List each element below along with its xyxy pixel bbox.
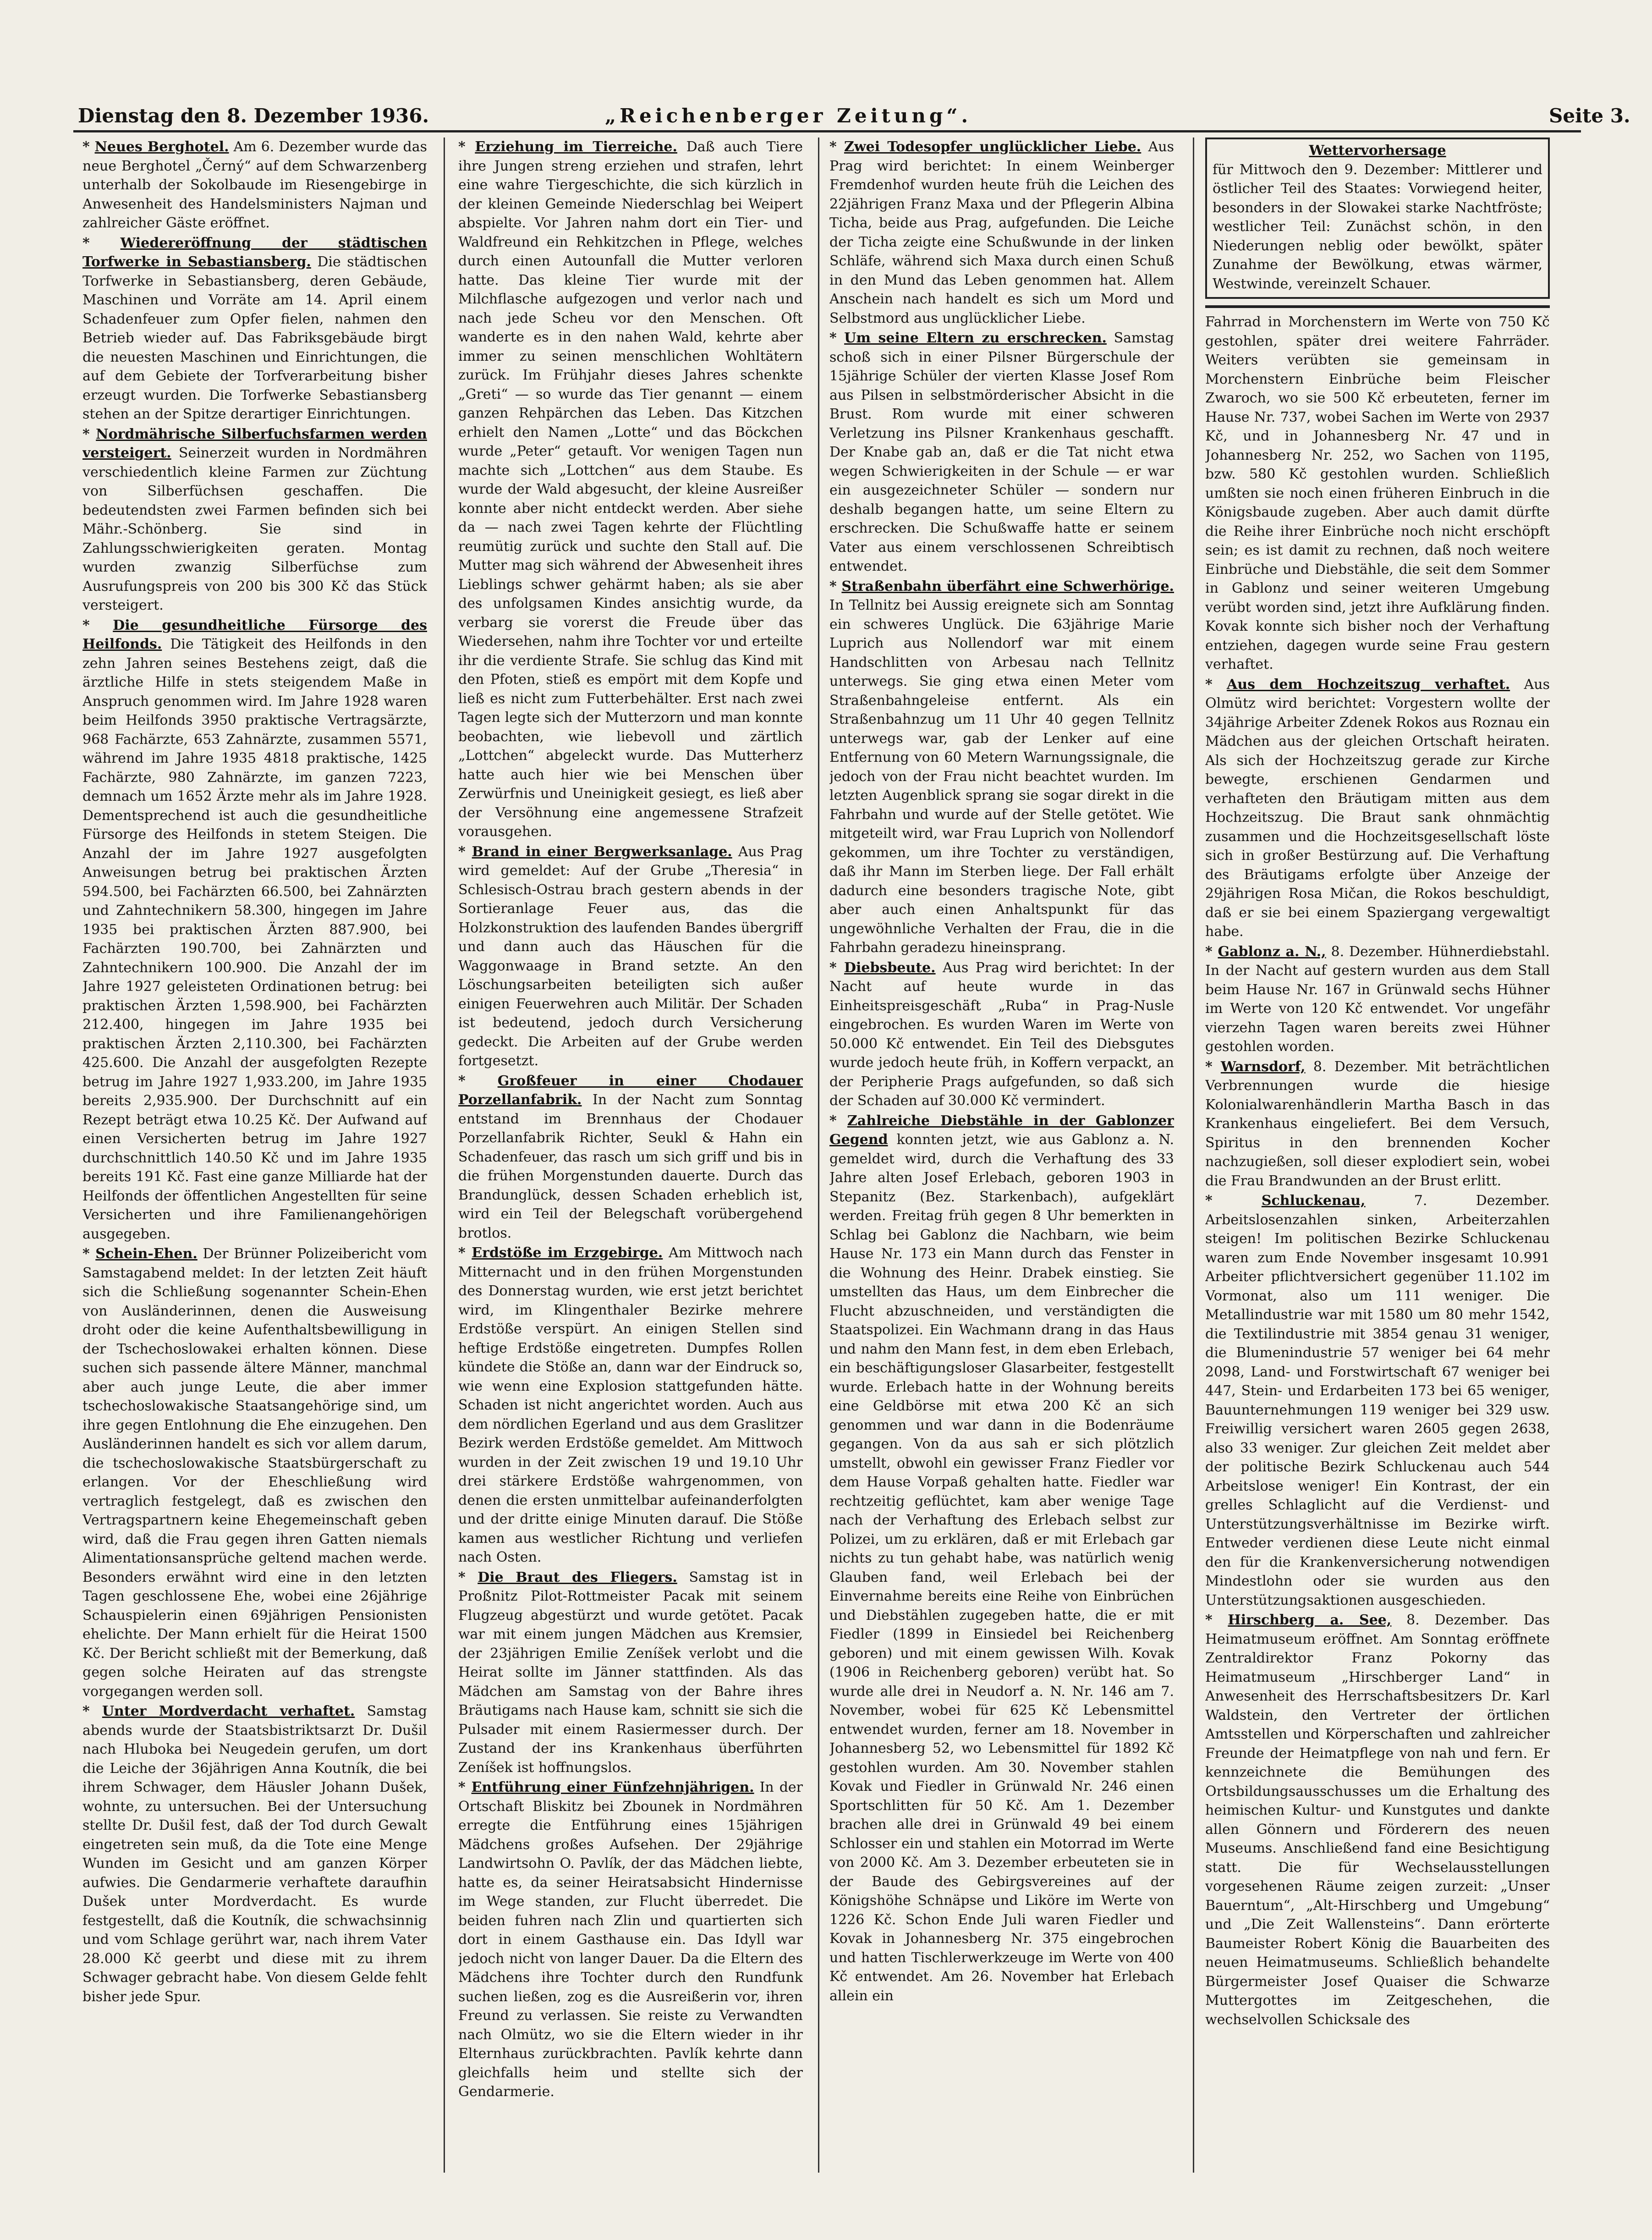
article-body: 8. Dezember. Das Heimatmuseum eröffnet. Am Sonntag eröffnete Zentraldirektor Franz Pokorny das Heimatmuseum „Hirschberger Land“ in Anwesenheit des Herrschaftsbesitzers Dr. Karl Waldstein, den Vertreter der örtlichen Amtsstellen und Körperschaften und zahlreicher Freunde der Heimatpflege von nah und fern. Er kennzeichnete die Bemühungen des Ortsbildungsausschusses um die Erhaltung des heimischen Kultur- und Kunstgutes und dankte allen Gönnern und Förderern des neuen Museums. Anschließend fand eine Besichtigung statt. Die für Wechselausstellungen vorgesehenen Räume zeigen zurzeit: „Unser Bauerntum“, „Alt-Hirschberg und Umgebung“ und „Die Zeit Wallensteins“. Dann erörterte Baumeister Robert König die Bauarbeiten des neuen Heimatmuseums. Schließlich behandelte Bürgermeister Josef Quaiser die Schwarze Muttergottes im Zeitgeschehen, die wechselvollen Schicksale des <box>1205 1612 1550 2028</box>
article: * Straßenbahn überfährt eine Schwerhörige. In Tellnitz bei Aussig ereignete sich am Sonntag ein schweres Unglück. Die 63jährige Marie Luprich aus Nollendorf war mit einem Handschlitten von Arbesau nach Tellnitz unterwegs. Sie ging etwa einen Meter vom Straßenbahngeleise entfernt. Als ein Straßenbahnzug um 11 Uhr 40 gegen Tellnitz unterwegs war, gab der Lenker auf eine Entfernung von 60 Metern Warnungssignale, die jedoch von der Frau nicht beachtet wurden. Im letzten Augenblick sprang sie sogar direkt in die Fahrbahn und wurde auf der Stelle getötet. Wie mitgeteilt wird, war Frau Luprich von Nollendorf gekommen, um ihre Tochter zu verständigen, daß ihr Mann im Sterben liege. Der Fall erhält dadurch eine besonders tragische Note, gibt aber auch einen Anhaltspunkt für das ungewöhnliche Verhalten der Frau, die in die Fahrbahn geradezu hineinsprang. <box>829 578 1174 956</box>
article-title: Großfeuer in einer Chodauer Porzellanfabrik. <box>458 1073 803 1108</box>
article-title: Schluckenau, <box>1261 1193 1366 1209</box>
article-title: Diebsbeute. <box>844 959 936 976</box>
header-rule <box>73 130 1581 132</box>
article-title: Erziehung im Tierreiche. <box>475 139 677 155</box>
article-body: Die städtischen Torfwerke in Sebastiansberg, deren Gebäude, Maschinen und Vorräte am 14. April einem Schadenfeuer zum Opfer fielen, nahmen den Betrieb wieder auf. Das Fabriksgebäude birgt die neuesten Maschinen und Einrichtungen, die auf dem Gebiete der Torfverarbeitung bisher erzeugt wurden. Die Torfwerke Sebastiansberg stehen an der Spitze derartiger Einrichtungen. <box>82 254 427 422</box>
article: * Entführung einer Fünfzehnjährigen. In der Ortschaft Bliskitz bei Zbounek in Nordmähren erregte die Entführung eines 15jährigen Mädchens großes Aufsehen. Der 29jährige Landwirtsohn O. Pavlík, der das Mädchen liebte, hatte es, da seiner Heiratsabsicht Hindernisse im Wege standen, zur Flucht überredet. Die beiden fuhren nach Zlin und quartierten sich dort in einem Gasthause ein. Das Idyll war jedoch nicht von langer Dauer. Da die Eltern des Mädchens ihre Tochter durch den Rundfunk suchen ließen, zog es die Ausreißerin vor, ihren Freund zu verlassen. Sie reiste zu Verwandten nach Olmütz, wo sie die Eltern wieder in ihr Elternhaus zurückbrachten. Pavlík kehrte dann gleichfalls heim und stellte sich der Gendarmerie. <box>458 1779 803 2100</box>
article: * Aus dem Hochzeitszug verhaftet. Aus Olmütz wird berichtet: Vorgestern wollte der 34jährige Arbeiter Zdenek Rokos aus Roznau ein Mädchen aus der gleichen Ortschaft heiraten. Als sich der Hochzeitszug gerade zur Kirche bewegte, erschienen Gendarmen und verhafteten den Bräutigam mitten aus dem Hochzeitszug. Die Braut sank ohnmächtig zusammen und die Hochzeitsgesellschaft löste sich in großer Bestürzung auf. Die Verhaftung des Bräutigams erfolgte über Anzeige der 29jährigen Rosa Mičan, die Rokos beschuldigt, daß er sie bei einem Spaziergang vergewaltigt habe. <box>1205 676 1550 940</box>
section-rule <box>1205 305 1550 308</box>
weather-body: für Mittwoch den 9. Dezember: Mittlerer und östlicher Teil des Staates: Vorwiegend heiter, besonders in der Slowakei starke Nachtfröste; westlicher Teil: Zunächst schön, in den Niederungen neblig oder bewölkt, später Zunahme der Bewölkung, etwas wärmer, Westwinde, vereinzelt Schauer. <box>1213 161 1542 292</box>
header-page-number: Seite 3. <box>1549 105 1630 127</box>
article-title: Warnsdorf, <box>1220 1058 1306 1075</box>
header-masthead: „Reichenberger Zeitung“. <box>605 105 972 127</box>
article-body: In der Ortschaft Bliskitz bei Zbounek in Nordmähren erregte die Entführung eines 15jährigen Mädchens großes Aufsehen. Der 29jährige Landwirtsohn O. Pavlík, der das Mädchen liebte, hatte es, da seiner Heiratsabsicht Hindernisse im Wege standen, zur Flucht überredet. Die beiden fuhren nach Zlin und quartierten sich dort in einem Gasthause ein. Das Idyll war jedoch nicht von langer Dauer. Da die Eltern des Mädchens ihre Tochter durch den Rundfunk suchen ließen, zog es die Ausreißerin vor, ihren Freund zu verlassen. Sie reiste zu Verwandten nach Olmütz, wo sie die Eltern wieder in ihr Elternhaus zurückbrachten. Pavlík kehrte dann gleichfalls heim und stellte sich der Gendarmerie. <box>458 1779 803 2100</box>
article: * Die Braut des Fliegers. Samstag ist in Proßnitz Pilot-Rottmeister Pacak mit seinem Flugzeug abgestürzt und wurde getötet. Pacak war mit einem jungen Mädchen aus Kremsier, der 23jährigen Emilie Zeníšek verlobt und die Heirat sollte im Jänner stattfinden. Als das Mädchen am Samstag von der Bahre ihres Bräutigams nach Hause kam, schnitt sie sich die Pulsader mit einem Rasiermesser durch. Der Zustand der ins Krankenhaus überführten Zeníšek ist hoffnungslos. <box>458 1569 803 1776</box>
article-title: Erdstöße im Erzgebirge. <box>472 1245 663 1261</box>
column-divider <box>1193 138 1194 2173</box>
article-title: Brand in einer Bergwerksanlage. <box>472 843 732 860</box>
article-body: Samstag schoß sich in einer Pilsner Bürgerschule der 15jährige Schüler der vierten Klasse Josef Rom aus Pilsen in selbstmörderischer Absicht in die Brust. Rom wurde mit einer schweren Verletzung ins Pilsner Krankenhaus geschafft. Der Knabe gab an, daß er die Tat nicht etwa wegen Schwierigkeiten in der Schule — er war ein ausgezeichneter Schüler — sondern nur deshalb begangen hatte, um seine Eltern zu erschrecken. Die Schußwaffe hatte er seinem Vater aus einem verschlossenen Schreibtisch entwendet. <box>829 330 1174 574</box>
article: * Erziehung im Tierreiche. Daß auch Tiere ihre Jungen streng erziehen und strafen, lehrt eine wahre Tiergeschichte, die sich kürzlich in der kleinen Gemeinde Niederschlag bei Weipert abspielte. Vor Jahren nahm dort ein Tier- und Waldfreund ein Rehkitzchen in Pflege, welches durch einen Autounfall die Mutter verloren hatte. Das kleine Tier wurde mit der Milchflasche aufgezogen und verlor nach und nach jede Scheu vor den Menschen. Oft wanderte es in den nahen Wald, kehrte aber immer zu seinen menschlichen Wohltätern zurück. Im Frühjahr dieses Jahres schenkte „Greti“ — so wurde das Tier genannt — einem ganzen Rehpärchen das Leben. Das Kitzchen erhielt den Namen „Lotte“ und das Böckchen wurde „Peter“ getauft. Vor wenigen Tagen nun machte sich „Lottchen“ aus dem Staube. Es wurde der Wald abgesucht, der kleine Ausreißer konnte aber nicht entdeckt werden. Aber siehe da — nach zwei Tagen kehrte der Flüchtling reumütig zurück und suchte den Stall auf. Die Mutter mag sich während der Abwesenheit ihres Lieblings schwer gehärmt haben; als sie aber des unfolgsamen Kindes ansichtig wurde, da verbarg sie vorerst die Freude über das Wiedersehen, nahm ihre Tochter vor und erteilte ihr die verdiente Strafe. Sie schlug das Kind mit den Pfoten, stieß es empört mit dem Kopfe und ließ es nicht zum Futterbehälter. Erst nach zwei Tagen legte sich der Mutterzorn und man konnte beobachten, wie liebevoll und zärtlich „Lottchen“ abgeleckt wurde. Das Mutterherz hatte auch hier wie bei Menschen über Zerwürfnis und Uneinigkeit gesiegt, es ließ aber der Versöhnung eine angemessene Strafzeit vorausgehen. <box>458 139 803 840</box>
article-body: Aus Olmütz wird berichtet: Vorgestern wollte der 34jährige Arbeiter Zdenek Rokos aus Roznau ein Mädchen aus der gleichen Ortschaft heiraten. Als sich der Hochzeitszug gerade zur Kirche bewegte, erschienen Gendarmen und verhafteten den Bräutigam mitten aus dem Hochzeitszug. Die Braut sank ohnmächtig zusammen und die Hochzeitsgesellschaft löste sich in großer Bestürzung auf. Die Verhaftung des Bräutigams erfolgte über Anzeige der 29jährigen Rosa Mičan, die Rokos beschuldigt, daß er sie bei einem Spaziergang vergewaltigt habe. <box>1205 676 1550 940</box>
article: * Erdstöße im Erzgebirge. Am Mittwoch nach Mitternacht und in den frühen Morgenstunden des Donnerstag wurden, wie erst jetzt berichtet wird, im Klingenthaler Bezirke mehrere Erdstöße verspürt. An einigen Stellen sind heftige Erdstöße eingetreten. Dumpfes Rollen kündete die Stöße an, dann war der Eindruck so, wie wenn eine Explosion stattgefunden hätte. Schaden ist nicht angerichtet worden. Auch aus dem nördlichen Egerland und aus dem Graslitzer Bezirk werden Erdstöße gemeldet. Am Mittwoch wurden in der Zeit zwischen 19 und 19.10 Uhr drei stärkere Erdstöße wahrgenommen, von denen die ersten unmittelbar aufeinanderfolgten und der dritte einige Minuten darauf. Die Stöße kamen aus westlicher Richtung und verliefen nach Osten. <box>458 1245 803 1565</box>
article: * Unter Mordverdacht verhaftet. Samstag abends wurde der Staatsbistriktsarzt Dr. Dušil nach Hluboka bei Neugedein gerufen, um dort die Leiche der 36jährigen Anna Koutník, die bei ihrem Schwager, dem Häusler Johann Dušek, wohnte, zu untersuchen. Bei der Untersuchung stellte Dr. Dušil fest, daß der Tod durch Gewalt eingetreten sein muß, da die Tote eine Menge Wunden im Gesicht und am ganzen Körper aufwies. Die Gendarmerie verhaftete daraufhin Dušek unter Mordverdacht. Es wurde festgestellt, daß die Koutník, die schwachsinnig und vom Schlage gerührt war, nach ihrem Vater 28.000 Kč geerbt und diese mit zu ihrem Schwager gebracht habe. Von diesem Gelde fehlt bisher jede Spur. <box>82 1703 427 2005</box>
article-title: Nordmährische Silberfuchsfarmen werden versteigert. <box>82 426 427 461</box>
article-title: Straßenbahn überfährt eine Schwerhörige. <box>841 578 1174 594</box>
article: * Neues Berghotel. Am 6. Dezember wurde das neue Berghotel „Černý“ auf dem Schwarzenberg unterhalb der Sokolbaude im Riesengebirge in Anwesenheit des Handelsministers Najman und zahlreicher Gäste eröffnet. <box>82 139 427 231</box>
article-body: konnten jetzt, wie aus Gablonz a. N. gemeldet wird, durch die Verhaftung des 33 Jahre alten Josef Erlebach, geboren 1903 in Stepanitz (Bez. Starkenbach), aufgeklärt werden. Freitag früh gegen 8 Uhr bemerkten in Schlag bei Gablonz die Nachbarn, wie beim Hause Nr. 173 ein Mann durch das Fenster in die Wohnung des Heinr. Drabek einstieg. Sie umstellten das Haus, um dem Einbrecher die Flucht abzuschneiden, und verständigten die Staatspolizei. Ein Wachmann drang in das Haus und nahm den Mann fest, in dem eben Erlebach, ein beschäftigungsloser Glasarbeiter, festgestellt wurde. Erlebach hatte in der Wohnung bereits eine Geldbörse mit etwa 200 Kč an sich genommen und war dann in die Bodenräume gegangen. Von da aus sah er sich plötzlich umstellt, obwohl ein gewisser Franz Fiedler vor dem Hause Vorpaß gehalten hatte. Fiedler war rechtzeitig geflüchtet, kam aber wenige Tage nach der Verhaftung des Erlebach selbst zur Polizei, um zu erklären, daß er mit Erlebach gar nichts zu tun gehabt habe, was natürlich wenig Glauben fand, weil Erlebach bei der Einvernahme bereits eine Reihe von Einbrüchen und Diebstählen zugegeben hatte, die er mit Fiedler (1899 in Einsiedel bei Reichenberg geboren) und mit einem gewissen Wilh. Kovak (1906 in Reichenberg geboren) verübt hat. So wurde alle drei in Neudorf a. N. Nr. 146 am 7. November, wobei für 625 Kč Lebensmittel entwendet wurden, ferner am 18. November in Johannesberg 52, wo Lebensmittel für 1892 Kč gestohlen wurden. Am 30. November stahlen Kovak und Fiedler in Grünwald Nr. 246 einen Sportschlitten für 50 Kč. Am 1. Dezember brachen alle drei in Grünwald 49 bei einem Schlosser ein und stahlen ein Motorrad im Werte von 2000 Kč. Am 3. Dezember erbeuteten sie in der Baude des Gebirgsvereines auf der Königshöhe Schnäpse und Liköre im Werte von 1226 Kč. Schon Ende Juli waren Fiedler und Kovak in Johannesberg Nr. 375 eingebrochen und hatten Tischlerwerkzeuge im Werte von 400 Kč entwendet. Am 26. November hat Erlebach allein ein <box>829 1132 1174 2004</box>
article: * Großfeuer in einer Chodauer Porzellanfabrik. In der Nacht zum Sonntag entstand im Brennhaus der Chodauer Porzellanfabrik Richter, Seukl & Hahn ein Schadenfeuer, das rasch um sich griff und bis in die frühen Morgenstunden dauerte. Durch das Brandunglück, dessen Schaden erheblich ist, wird ein Teil der Belegschaft vorübergehend brotlos. <box>458 1073 803 1241</box>
article-title: Aus dem Hochzeitszug verhaftet. <box>1227 676 1510 693</box>
article-title: Entführung einer Fünfzehnjährigen. <box>471 1779 754 1795</box>
article-body: Samstag ist in Proßnitz Pilot-Rottmeister Pacak mit seinem Flugzeug abgestürzt und wurde getötet. Pacak war mit einem jungen Mädchen aus Kremsier, der 23jährigen Emilie Zeníšek verlobt und die Heirat sollte im Jänner stattfinden. Als das Mädchen am Samstag von der Bahre ihres Bräutigams nach Hause kam, schnitt sie sich die Pulsader mit einem Rasiermesser durch. Der Zustand der ins Krankenhaus überführten Zeníšek ist hoffnungslos. <box>458 1569 803 1776</box>
column-3 <box>829 138 1174 2191</box>
article: * Diebsbeute. Aus Prag wird berichtet: In der Nacht auf heute wurde in das Einheitspreisgeschäft „Ruba“ in Prag-Nusle eingebrochen. Es wurden Waren im Werte von 50.000 Kč entwendet. Ein Teil des Diebsgutes wurde jedoch heute früh, in Koffern verpackt, an der Peripherie Prags aufgefunden, so daß sich der Schaden auf 30.000 Kč vermindert. <box>829 959 1174 1109</box>
article-body: Aus Prag wird berichtet: In der Nacht auf heute wurde in das Einheitspreisgeschäft „Ruba“ in Prag-Nusle eingebrochen. Es wurden Waren im Werte von 50.000 Kč entwendet. Ein Teil des Diebsgutes wurde jedoch heute früh, in Koffern verpackt, an der Peripherie Prags aufgefunden, so daß sich der Schaden auf 30.000 Kč vermindert. <box>829 959 1174 1109</box>
article: * Warnsdorf, 8. Dezember. Mit beträchtlichen Verbrennungen wurde die hiesige Kolonialwarenhändlerin Martha Basch in das Krankenhaus eingeliefert. Bei dem Versuch, Spiritus in den brennenden Kocher nachzugießen, soll dieser explodiert sein, wobei die Frau Brandwunden an der Brust erlitt. <box>1205 1058 1550 1189</box>
article-title: Um seine Eltern zu erschrecken. <box>844 330 1107 346</box>
column-divider <box>818 138 819 2173</box>
article-body: Aus Prag wird berichtet: In einem Weinberger Fremdenhof wurden heute früh die Leichen des 22jährigen Franz Maxa und der Pflegerin Albina Ticha, beide aus Prag, aufgefunden. Die Leiche der Ticha zeigte eine Schußwunde in der linken Schläfe, während sich Maxa durch einen Schuß in den Mund das Leben genommen hat. Allem Anschein nach handelt es sich um Mord und Selbstmord aus unglücklicher Liebe. <box>829 139 1174 326</box>
article: * Wiedereröffnung der städtischen Torfwerke in Sebastiansberg. Die städtischen Torfwerke in Sebastiansberg, deren Gebäude, Maschinen und Vorräte am 14. April einem Schadenfeuer zum Opfer fielen, nahmen den Betrieb wieder auf. Das Fabriksgebäude birgt die neuesten Maschinen und Einrichtungen, die auf dem Gebiete der Torfverarbeitung bisher erzeugt wurden. Die Torfwerke Sebastiansberg stehen an der Spitze derartiger Einrichtungen. <box>82 235 427 422</box>
article-body: Am 6. Dezember wurde das neue Berghotel „Černý“ auf dem Schwarzenberg unterhalb der Sokolbaude im Riesengebirge in Anwesenheit des Handelsministers Najman und zahlreicher Gäste eröffnet. <box>82 139 427 231</box>
article-body: Die Tätigkeit des Heilfonds in den zehn Jahren seines Bestehens zeigt, daß die ärztliche Hilfe in stets steigendem Maße in Anspruch genommen wird. Im Jahre 1928 waren beim Heilfonds 3950 praktische Vertragsärzte, 968 Fachärzte, 653 Zahnärzte, zusammen 5571, während im Jahre 1935 4818 praktische, 1425 Fachärzte, 980 Zahnärzte, im ganzen 7223, demnach um 1652 Ärzte mehr als im Jahre 1928. Dementsprechend ist auch die gesundheitliche Fürsorge des Heilfonds in stetem Steigen. Die Anzahl der im Jahre 1927 ausgefolgten Anweisungen betrug bei praktischen Ärzten 594.500, bei Fachärzten 66.500, bei Zahnärzten und Zahntechnikern 58.300, hingegen im Jahre 1935 bei praktischen Ärzten 887.900, bei Fachärzten 190.700, bei Zahnärzten und Zahntechnikern 100.900. Die Anzahl der im Jahre 1927 geleisteten Ordinationen betrug: bei praktischen Ärzten 1,598.900, bei Fachärzten 212.400, hingegen im Jahre 1935 bei praktischen Ärzten 2,110.300, bei Fachärzten 425.600. Die Anzahl der ausgefolgten Rezepte betrug im Jahre 1927 1,933.200, im Jahre 1935 bereits 2,935.900. Der Durchschnitt auf ein Rezept beträgt etwa 10.25 Kč. Der Aufwand auf einen Versicherten betrug im Jahre 1927 durchschnittlich 140.50 Kč und im Jahre 1935 bereits 191 Kč. Fast eine ganze Milliarde hat der Heilfonds der öffentlichen Angestellten für seine Versicherten und ihre Familienangehörigen ausgegeben. <box>82 636 427 1242</box>
article-title: Schein-Ehen. <box>95 1246 198 1262</box>
article-title: Zahlreiche Diebstähle in der Gablonzer Gegend <box>829 1112 1174 1148</box>
article-body: Am Mittwoch nach Mitternacht und in den frühen Morgenstunden des Donnerstag wurden, wie erst jetzt berichtet wird, im Klingenthaler Bezirke mehrere Erdstöße verspürt. An einigen Stellen sind heftige Erdstöße eingetreten. Dumpfes Rollen kündete die Stöße an, dann war der Eindruck so, wie wenn eine Explosion stattgefunden hätte. Schaden ist nicht angerichtet worden. Auch aus dem nördlichen Egerland und aus dem Graslitzer Bezirk werden Erdstöße gemeldet. Am Mittwoch wurden in der Zeit zwischen 19 und 19.10 Uhr drei stärkere Erdstöße wahrgenommen, von denen die ersten unmittelbar aufeinanderfolgten und der dritte einige Minuten darauf. Die Stöße kamen aus westlicher Richtung und verliefen nach Osten. <box>458 1245 803 1565</box>
article-body: In der Nacht zum Sonntag entstand im Brennhaus der Chodauer Porzellanfabrik Richter, Seukl & Hahn ein Schadenfeuer, das rasch um sich griff und bis in die frühen Morgenstunden dauerte. Durch das Brandunglück, dessen Schaden erheblich ist, wird ein Teil der Belegschaft vorübergehend brotlos. <box>458 1092 803 1241</box>
article: * Gablonz a. N., 8. Dezember. Hühnerdiebstahl. In der Nacht auf gestern wurden aus dem Stall beim Hause Nr. 167 in Grünwald sechs Hühner im Werte von 120 Kč entwendet. Vor ungefähr vierzehn Tagen waren bereits zwei Hühner gestohlen worden. <box>1205 943 1550 1055</box>
article: * Schein-Ehen. Der Brünner Polizeibericht vom Samstagabend meldet: In der letzten Zeit häuft sich die Schließung sogenannter Schein-Ehen von Ausländerinnen, denen die Ausweisung droht oder die keine Aufenthaltsbewilligung in der Tschechoslowakei erhalten können. Diese suchen sich passende ältere Männer, manchmal aber auch junge Leute, die aber immer tschechoslowakische Staatsangehörige sind, um ihre gegen Entlohnung die Ehe einzugehen. Den Ausländerinnen handelt es sich vor allem darum, die tschechoslowakische Staatsbürgerschaft zu erlangen. Vor der Eheschließung wird vertraglich festgelegt, daß es zwischen den Vertragspartnern keine Ehegemeinschaft geben wird, daß die Frau gegen ihren Gatten niemals Alimentationsansprüche geltend machen werde. Besonders erwähnt wird eine in den letzten Tagen geschlossene Ehe, wobei eine 26jährige Schauspielerin einen 69jährigen Pensionisten ehelichte. Der Mann erhielt für die Heirat 1500 Kč. Der Bericht schließt mit der Bemerkung, daß gegen solche Heiraten auf das strengste vorgegangen werden soll. <box>82 1246 427 1700</box>
article: * Zwei Todesopfer unglücklicher Liebe. Aus Prag wird berichtet: In einem Weinberger Fremdenhof wurden heute früh die Leichen des 22jährigen Franz Maxa und der Pflegerin Albina Ticha, beide aus Prag, aufgefunden. Die Leiche der Ticha zeigte eine Schußwunde in der linken Schläfe, während sich Maxa durch einen Schuß in den Mund das Leben genommen hat. Allem Anschein nach handelt es sich um Mord und Selbstmord aus unglücklicher Liebe. <box>829 139 1174 326</box>
article: * Zahlreiche Diebstähle in der Gablonzer Gegend konnten jetzt, wie aus Gablonz a. N. gemeldet wird, durch die Verhaftung des 33 Jahre alten Josef Erlebach, geboren 1903 in Stepanitz (Bez. Starkenbach), aufgeklärt werden. Freitag früh gegen 8 Uhr bemerkten in Schlag bei Gablonz die Nachbarn, wie beim Hause Nr. 173 ein Mann durch das Fenster in die Wohnung des Heinr. Drabek einstieg. Sie umstellten das Haus, um dem Einbrecher die Flucht abzuschneiden, und verständigten die Staatspolizei. Ein Wachmann drang in das Haus und nahm den Mann fest, in dem eben Erlebach, ein beschäftigungsloser Glasarbeiter, festgestellt wurde. Erlebach hatte in der Wohnung bereits eine Geldbörse mit etwa 200 Kč an sich genommen und war dann in die Bodenräume gegangen. Von da aus sah er sich plötzlich umstellt, obwohl ein gewisser Franz Fiedler vor dem Hause Vorpaß gehalten hatte. Fiedler war rechtzeitig geflüchtet, kam aber wenige Tage nach der Verhaftung des Erlebach selbst zur Polizei, um zu erklären, daß er mit Erlebach gar nichts zu tun gehabt habe, was natürlich wenig Glauben fand, weil Erlebach bei der Einvernahme bereits eine Reihe von Einbrüchen und Diebstählen zugegeben hatte, die er mit Fiedler (1899 in Einsiedel bei Reichenberg geboren) und mit einem gewissen Wilh. Kovak (1906 in Reichenberg geboren) verübt hat. So wurde alle drei in Neudorf a. N. Nr. 146 am 7. November, wobei für 625 Kč Lebensmittel entwendet wurden, ferner am 18. November in Johannesberg 52, wo Lebensmittel für 1892 Kč gestohlen wurden. Am 30. November stahlen Kovak und Fiedler in Grünwald Nr. 246 einen Sportschlitten für 50 Kč. Am 1. Dezember brachen alle drei in Grünwald 49 bei einem Schlosser ein und stahlen ein Motorrad im Werte von 2000 Kč. Am 3. Dezember erbeuteten sie in der Baude des Gebirgsvereines auf der Königshöhe Schnäpse und Liköre im Werte von 1226 Kč. Schon Ende Juli waren Fiedler und Kovak in Johannesberg Nr. 375 eingebrochen und hatten Tischlerwerkzeuge im Werte von 400 Kč entwendet. Am 26. November hat Erlebach allein ein <box>829 1112 1174 2004</box>
article-title: Die Braut des Fliegers. <box>477 1569 677 1585</box>
article-title: Unter Mordverdacht verhaftet. <box>102 1703 355 1719</box>
article: * Die gesundheitliche Fürsorge des Heilfonds. Die Tätigkeit des Heilfonds in den zehn Jahren seines Bestehens zeigt, daß die ärztliche Hilfe in stets steigendem Maße in Anspruch genommen wird. Im Jahre 1928 waren beim Heilfonds 3950 praktische Vertragsärzte, 968 Fachärzte, 653 Zahnärzte, zusammen 5571, während im Jahre 1935 4818 praktische, 1425 Fachärzte, 980 Zahnärzte, im ganzen 7223, demnach um 1652 Ärzte mehr als im Jahre 1928. Dementsprechend ist auch die gesundheitliche Fürsorge des Heilfonds in stetem Steigen. Die Anzahl der im Jahre 1927 ausgefolgten Anweisungen betrug bei praktischen Ärzten 594.500, bei Fachärzten 66.500, bei Zahnärzten und Zahntechnikern 58.300, hingegen im Jahre 1935 bei praktischen Ärzten 887.900, bei Fachärzten 190.700, bei Zahnärzten und Zahntechnikern 100.900. Die Anzahl der im Jahre 1927 geleisteten Ordinationen betrug: bei praktischen Ärzten 1,598.900, bei Fachärzten 212.400, hingegen im Jahre 1935 bei praktischen Ärzten 2,110.300, bei Fachärzten 425.600. Die Anzahl der ausgefolgten Rezepte betrug im Jahre 1927 1,933.200, im Jahre 1935 bereits 2,935.900. Der Durchschnitt auf ein Rezept beträgt etwa 10.25 Kč. Der Aufwand auf einen Versicherten betrug im Jahre 1927 durchschnittlich 140.50 Kč und im Jahre 1935 bereits 191 Kč. Fast eine ganze Milliarde hat der Heilfonds der öffentlichen Angestellten für seine Versicherten und ihre Familienangehörigen ausgegeben. <box>82 617 427 1242</box>
article-title: Die gesundheitliche Fürsorge des Heilfonds. <box>82 617 427 652</box>
article-body: Aus Prag wird gemeldet: Auf der Grube „Theresia“ in Schlesisch-Ostrau brach gestern abends in der Sortieranlage Feuer aus, das die Holzkonstruktion des laufenden Bandes übergriff und dann auch das Häuschen für die Waggonwaage in Brand setzte. An den Löschungsarbeiten beteiligten sich außer einigen Feuerwehren auch Militär. Der Schaden ist bedeutend, jedoch durch Versicherung gedeckt. Die Arbeiten auf der Grube werden fortgesetzt. <box>458 843 803 1069</box>
article-continuation <box>1205 313 1550 674</box>
article-title: Gablonz a. N., <box>1218 943 1326 960</box>
article: * Hirschberg a. See, 8. Dezember. Das Heimatmuseum eröffnet. Am Sonntag eröffnete Zentraldirektor Franz Pokorny das Heimatmuseum „Hirschberger Land“ in Anwesenheit des Herrschaftsbesitzers Dr. Karl Waldstein, den Vertreter der örtlichen Amtsstellen und Körperschaften und zahlreicher Freunde der Heimatpflege von nah und fern. Er kennzeichnete die Bemühungen des Ortsbildungsausschusses um die Erhaltung des heimischen Kultur- und Kunstgutes und dankte allen Gönnern und Förderern des neuen Museums. Anschließend fand eine Besichtigung statt. Die für Wechselausstellungen vorgesehenen Räume zeigen zurzeit: „Unser Bauerntum“, „Alt-Hirschberg und Umgebung“ und „Die Zeit Wallensteins“. Dann erörterte Baumeister Robert König die Bauarbeiten des neuen Heimatmuseums. Schließlich behandelte Bürgermeister Josef Quaiser die Schwarze Muttergottes im Zeitgeschehen, die wechselvollen Schicksale des <box>1205 1612 1550 2028</box>
article-body: 8. Dezember. Mit beträchtlichen Verbrennungen wurde die hiesige Kolonialwarenhändlerin Martha Basch in das Krankenhaus eingeliefert. Bei dem Versuch, Spiritus in den brennenden Kocher nachzugießen, soll dieser explodiert sein, wobei die Frau Brandwunden an der Brust erlitt. <box>1205 1058 1550 1189</box>
column-2 <box>458 138 803 2191</box>
article: * Brand in einer Bergwerksanlage. Aus Prag wird gemeldet: Auf der Grube „Theresia“ in Schlesisch-Ostrau brach gestern abends in der Sortieranlage Feuer aus, das die Holzkonstruktion des laufenden Bandes übergriff und dann auch das Häuschen für die Waggonwaage in Brand setzte. An den Löschungsarbeiten beteiligten sich außer einigen Feuerwehren auch Militär. Der Schaden ist bedeutend, jedoch durch Versicherung gedeckt. Die Arbeiten auf der Grube werden fortgesetzt. <box>458 843 803 1069</box>
article-body: 8. Dezember. Hühnerdiebstahl. In der Nacht auf gestern wurden aus dem Stall beim Hause Nr. 167 in Grünwald sechs Hühner im Werte von 120 Kč entwendet. Vor ungefähr vierzehn Tagen waren bereits zwei Hühner gestohlen worden. <box>1205 943 1550 1055</box>
header-date: Dienstag den 8. Dezember 1936. <box>78 105 429 127</box>
article-title: Zwei Todesopfer unglücklicher Liebe. <box>844 139 1142 155</box>
article: * Schluckenau, 7. Dezember. Arbeitslosenzahlen sinken, Arbeiterzahlen steigen! Im politischen Bezirke Schluckenau waren zum Ende November insgesamt 10.991 Arbeiter pflichtversichert gegenüber 11.102 im Vormonat, also um 111 weniger. Die Metallindustrie war mit 1580 um 80 mehr 1542, die Textilindustrie mit 3854 genau 31 weniger, die Blumenindustrie 57 weniger bei 64 mehr 2098, Land- und Forstwirtschaft 67 weniger bei 447, Stein- und Erdarbeiten 173 bei 65 weniger, Bauunternehmungen 119 weniger bei 329 usw. Freiwillig versichert waren 2605 gegen 2638, also 33 weniger. Zur gleichen Zeit meldet aber der politische Bezirk Schluckenau auch 544 Arbeitslose weniger! Ein Kontrast, der ein grelles Schlaglicht auf die Verdienst- und Unterstützungsverhältnisse im Bezirke wirft. Entweder verdienen diese Leute nicht einmal den für die Krankenversicherung notwendigen Mindestlohn oder sie wurden aus den Unterstützungsaktionen ausgeschieden. <box>1205 1193 1550 1608</box>
column-1 <box>82 138 427 2191</box>
article: * Um seine Eltern zu erschrecken. Samstag schoß sich in einer Pilsner Bürgerschule der 15jährige Schüler der vierten Klasse Josef Rom aus Pilsen in selbstmörderischer Absicht in die Brust. Rom wurde mit einer schweren Verletzung ins Pilsner Krankenhaus geschafft. Der Knabe gab an, daß er die Tat nicht etwa wegen Schwierigkeiten in der Schule — er war ein ausgezeichneter Schüler — sondern nur deshalb begangen hatte, um seine Eltern zu erschrecken. Die Schußwaffe hatte er seinem Vater aus einem verschlossenen Schreibtisch entwendet. <box>829 330 1174 574</box>
article-title: Wiedereröffnung der städtischen Torfwerke in Sebastiansberg. <box>82 235 427 270</box>
article-body: Daß auch Tiere ihre Jungen streng erziehen und strafen, lehrt eine wahre Tiergeschichte, die sich kürzlich in der kleinen Gemeinde Niederschlag bei Weipert abspielte. Vor Jahren nahm dort ein Tier- und Waldfreund ein Rehkitzchen in Pflege, welches durch einen Autounfall die Mutter verloren hatte. Das kleine Tier wurde mit der Milchflasche aufgezogen und verlor nach und nach jede Scheu vor den Menschen. Oft wanderte es in den nahen Wald, kehrte aber immer zu seinen menschlichen Wohltätern zurück. Im Frühjahr dieses Jahres schenkte „Greti“ — so wurde das Tier genannt — einem ganzen Rehpärchen das Leben. Das Kitzchen erhielt den Namen „Lotte“ und das Böckchen wurde „Peter“ getauft. Vor wenigen Tagen nun machte sich „Lottchen“ aus dem Staube. Es wurde der Wald abgesucht, der kleine Ausreißer konnte aber nicht entdeckt werden. Aber siehe da — nach zwei Tagen kehrte der Flüchtling reumütig zurück und suchte den Stall auf. Die Mutter mag sich während der Abwesenheit ihres Lieblings schwer gehärmt haben; als sie aber des unfolgsamen Kindes ansichtig wurde, da verbarg sie vorerst die Freude über das Wiedersehen, nahm ihre Tochter vor und erteilte ihr die verdiente Strafe. Sie schlug das Kind mit den Pfoten, stieß es empört mit dem Kopfe und ließ es nicht zum Futterbehälter. Erst nach zwei Tagen legte sich der Mutterzorn und man konnte beobachten, wie liebevoll und zärtlich „Lottchen“ abgeleckt wurde. Das Mutterherz hatte auch hier wie bei Menschen über Zerwürfnis und Uneinigkeit gesiegt, es ließ aber der Versöhnung eine angemessene Strafzeit vorausgehen. <box>458 139 803 840</box>
article: * Nordmährische Silberfuchsfarmen werden versteigert. Seinerzeit wurden in Nordmähren verschiedentlich kleine Farmen zur Züchtung von Silberfüchsen geschaffen. Die bedeutendsten zwei Farmen befinden sich bei Mähr.-Schönberg. Sie sind in Zahlungsschwierigkeiten geraten. Montag wurden zwanzig Silberfüchse zum Ausrufungspreis von 200 bis 300 Kč das Stück versteigert. <box>82 426 427 613</box>
article-body: Der Brünner Polizeibericht vom Samstagabend meldet: In der letzten Zeit häuft sich die Schließung sogenannter Schein-Ehen von Ausländerinnen, denen die Ausweisung droht oder die keine Aufenthaltsbewilligung in der Tschechoslowakei erhalten können. Diese suchen sich passende ältere Männer, manchmal aber auch junge Leute, die aber immer tschechoslowakische Staatsangehörige sind, um ihre gegen Entlohnung die Ehe einzugehen. Den Ausländerinnen handelt es sich vor allem darum, die tschechoslowakische Staatsbürgerschaft zu erlangen. Vor der Eheschließung wird vertraglich festgelegt, daß es zwischen den Vertragspartnern keine Ehegemeinschaft geben wird, daß die Frau gegen ihren Gatten niemals Alimentationsansprüche geltend machen werde. Besonders erwähnt wird eine in den letzten Tagen geschlossene Ehe, wobei eine 26jährige Schauspielerin einen 69jährigen Pensionisten ehelichte. Der Mann erhielt für die Heirat 1500 Kč. Der Bericht schließt mit der Bemerkung, daß gegen solche Heiraten auf das strengste vorgegangen werden soll. <box>82 1246 427 1700</box>
column-divider <box>444 138 445 2173</box>
article-body: Seinerzeit wurden in Nordmähren verschiedentlich kleine Farmen zur Züchtung von Silberfüchsen geschaffen. Die bedeutendsten zwei Farmen befinden sich bei Mähr.-Schönberg. Sie sind in Zahlungsschwierigkeiten geraten. Montag wurden zwanzig Silberfüchse zum Ausrufungspreis von 200 bis 300 Kč das Stück versteigert. <box>82 445 427 613</box>
article-body: 7. Dezember. Arbeitslosenzahlen sinken, Arbeiterzahlen steigen! Im politischen Bezirke Schluckenau waren zum Ende November insgesamt 10.991 Arbeiter pflichtversichert gegenüber 11.102 im Vormonat, also um 111 weniger. Die Metallindustrie war mit 1580 um 80 mehr 1542, die Textilindustrie mit 3854 genau 31 weniger, die Blumenindustrie 57 weniger bei 64 mehr 2098, Land- und Forstwirtschaft 67 weniger bei 447, Stein- und Erdarbeiten 173 bei 65 weniger, Bauunternehmungen 119 weniger bei 329 usw. Freiwillig versichert waren 2605 gegen 2638, also 33 weniger. Zur gleichen Zeit meldet aber der politische Bezirk Schluckenau auch 544 Arbeitslose weniger! Ein Kontrast, der ein grelles Schlaglicht auf die Verdienst- und Unterstützungsverhältnisse im Bezirke wirft. Entweder verdienen diese Leute nicht einmal den für die Krankenversicherung notwendigen Mindestlohn oder sie wurden aus den Unterstützungsaktionen ausgeschieden. <box>1205 1193 1550 1608</box>
article-body: In Tellnitz bei Aussig ereignete sich am Sonntag ein schweres Unglück. Die 63jährige Marie Luprich aus Nollendorf war mit einem Handschlitten von Arbesau nach Tellnitz unterwegs. Sie ging etwa einen Meter vom Straßenbahngeleise entfernt. Als ein Straßenbahnzug um 11 Uhr 40 gegen Tellnitz unterwegs war, gab der Lenker auf eine Entfernung von 60 Metern Warnungssignale, die jedoch von der Frau nicht beachtet wurden. Im letzten Augenblick sprang sie sogar direkt in die Fahrbahn und wurde auf der Stelle getötet. Wie mitgeteilt wird, war Frau Luprich von Nollendorf gekommen, um ihre Tochter zu verständigen, daß ihr Mann im Sterben liege. Der Fall erhält dadurch eine besonders tragische Note, gibt aber auch einen Anhaltspunkt für das ungewöhnliche Verhalten der Frau, die in die Fahrbahn geradezu hineinsprang. <box>829 597 1174 956</box>
weather-title: Wettervorhersage <box>1309 143 1446 159</box>
column-4 <box>1205 138 1550 2191</box>
weather-forecast-box <box>1205 138 1550 299</box>
article-body: Samstag abends wurde der Staatsbistriktsarzt Dr. Dušil nach Hluboka bei Neugedein gerufen, um dort die Leiche der 36jährigen Anna Koutník, die bei ihrem Schwager, dem Häusler Johann Dušek, wohnte, zu untersuchen. Bei der Untersuchung stellte Dr. Dušil fest, daß der Tod durch Gewalt eingetreten sein muß, da die Tote eine Menge Wunden im Gesicht und am ganzen Körper aufwies. Die Gendarmerie verhaftete daraufhin Dušek unter Mordverdacht. Es wurde festgestellt, daß die Koutník, die schwachsinnig und vom Schlage gerührt war, nach ihrem Vater 28.000 Kč geerbt und diese mit zu ihrem Schwager gebracht habe. Von diesem Gelde fehlt bisher jede Spur. <box>82 1703 427 2005</box>
article-title: Hirschberg a. See, <box>1228 1612 1392 1628</box>
article-title: Neues Berghotel. <box>94 139 229 155</box>
article-body: Fahrrad in Morchenstern im Werte von 750 Kč gestohlen, später drei weitere Fahrräder. Weiters verübten sie gemeinsam in Morchenstern Einbrüche beim Fleischer Zwaroch, wo sie 500 Kč erbeuteten, ferner im Hause Nr. 737, wobei Sachen im Werte von 2937 Kč, und in Johannesberg Nr. 47 und in Johannesberg Nr. 252, wo Sachen von 1195, bzw. 580 Kč gestohlen wurden. Schließlich umßten sie noch einen früheren Einbruch in die Königsbaude zugeben. Aber auch damit dürfte die Reihe ihrer Einbrüche noch nicht erschöpft sein; es ist damit zu rechnen, daß noch weitere Einbrüche und Diebstähle, die seit dem Sommer in Gablonz und seiner weiteren Umgebung verübt worden sind, jetzt ihre Aufklärung finden. Kovak konnte sich bisher noch der Verhaftung entziehen, dagegen wurde seine Frau gestern verhaftet. <box>1205 314 1550 672</box>
